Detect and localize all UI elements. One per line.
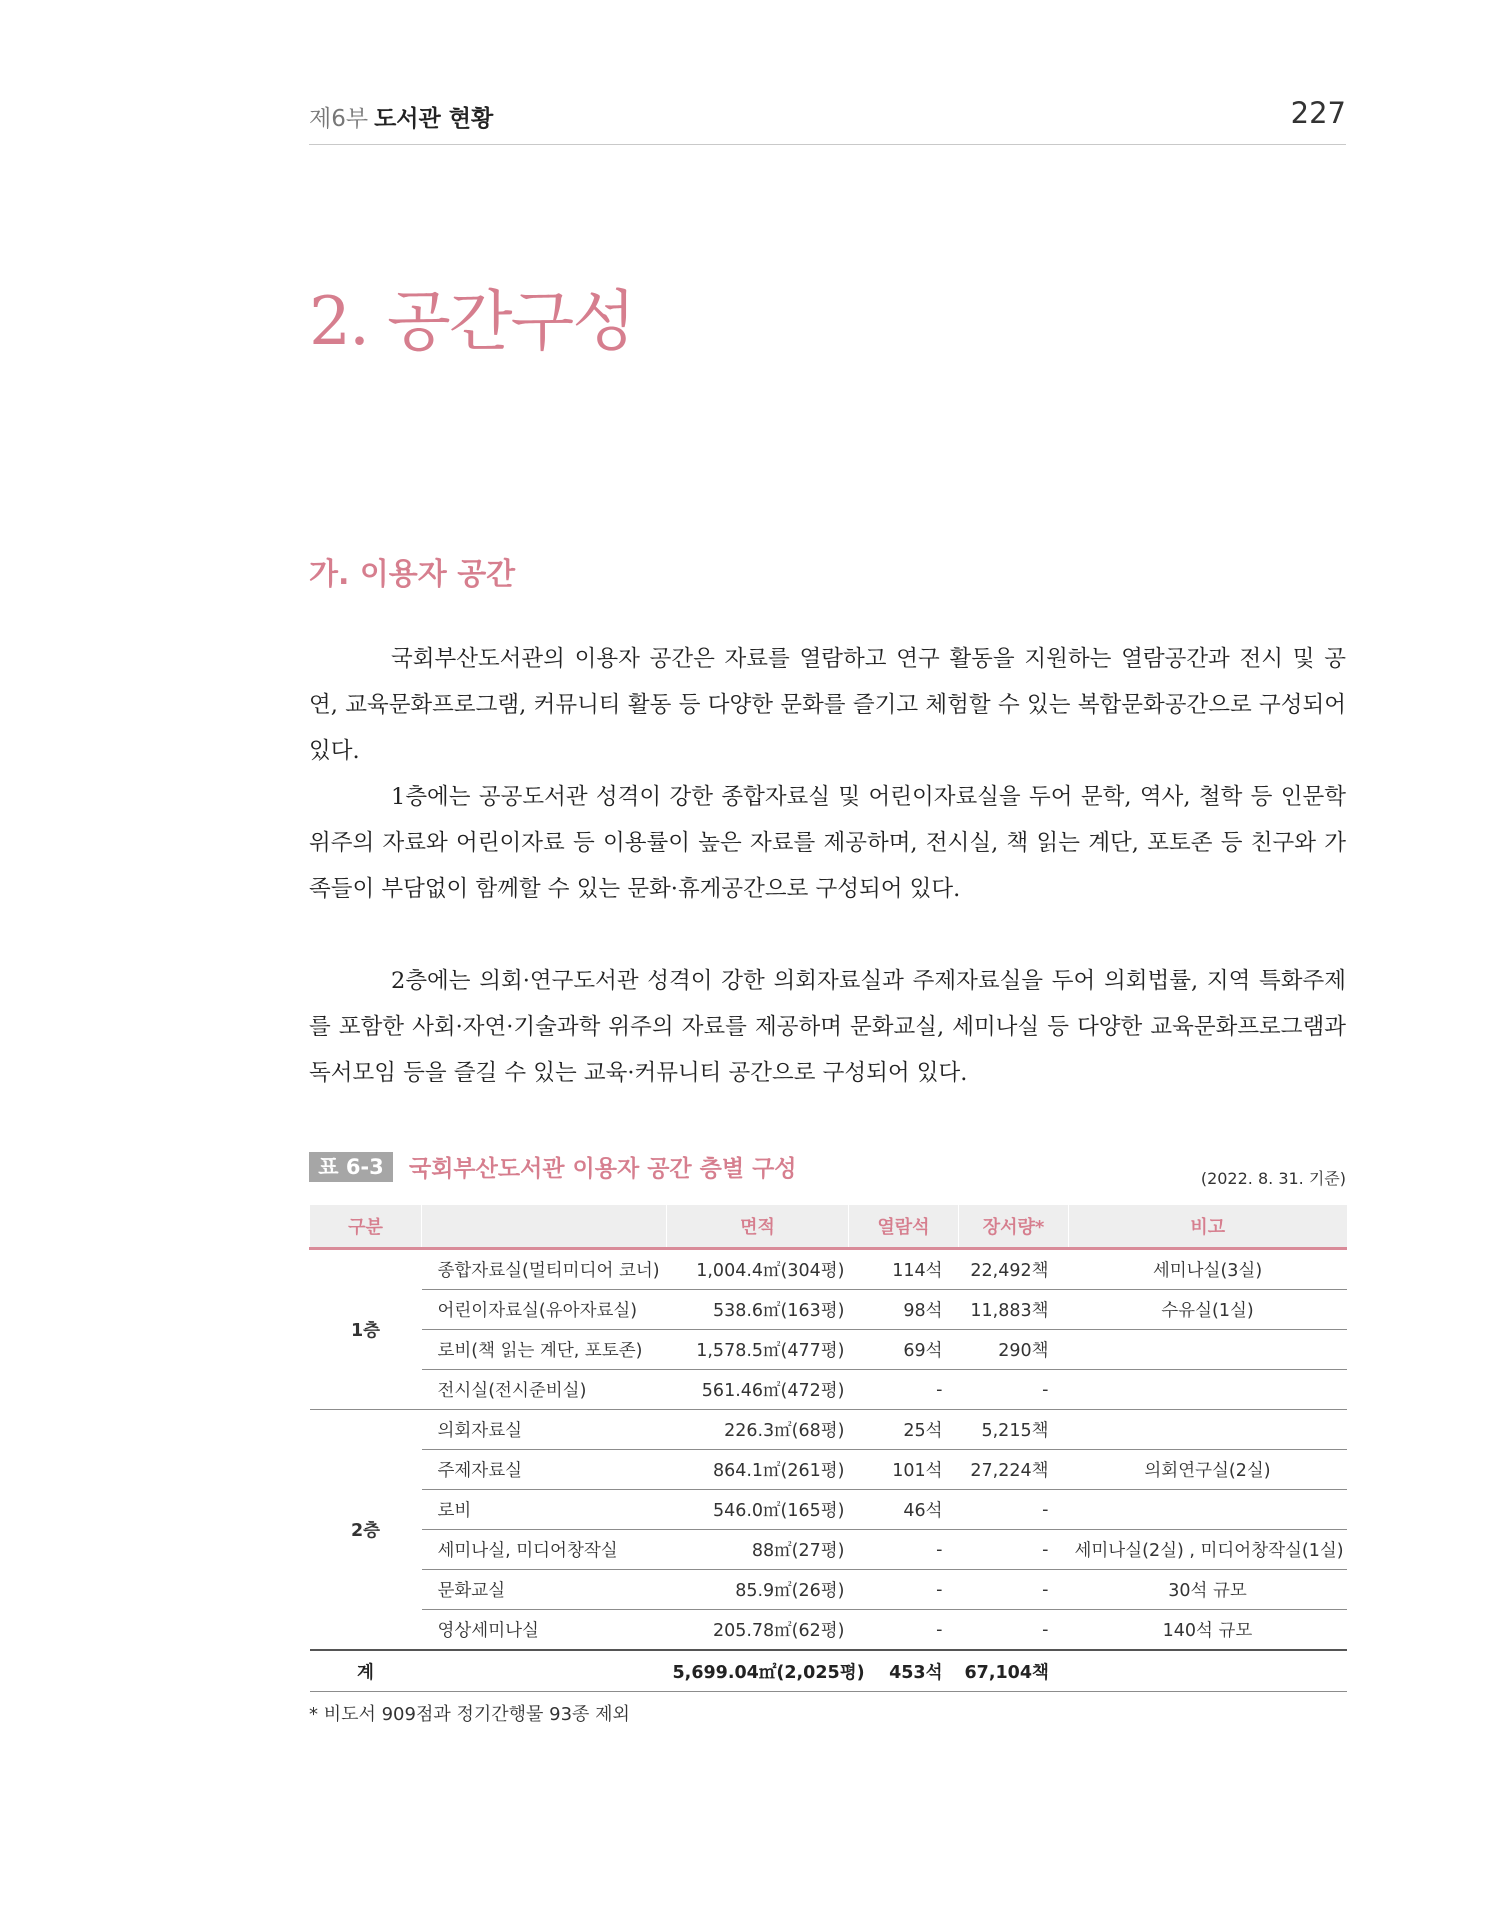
room-seats: 69석 [849, 1330, 959, 1370]
chapter-title: 2. 공간구성 [309, 283, 634, 360]
room-note: 세미나실(3실) [1069, 1249, 1347, 1290]
table-footnote: * 비도서 909점과 정기간행물 93종 제외 [309, 1704, 630, 1725]
room-seats: - [849, 1570, 959, 1610]
room-area: 546.0㎡(165평) [667, 1490, 849, 1530]
total-seats: 453석 [849, 1650, 959, 1692]
room-name: 문화교실 [422, 1570, 667, 1610]
header-note: 비고 [1069, 1205, 1347, 1249]
total-row [310, 1650, 1347, 1692]
header-category: 구분 [310, 1205, 422, 1249]
header-seats: 열람석 [849, 1205, 959, 1249]
header-room [422, 1205, 667, 1249]
room-area: 864.1㎡(261평) [667, 1450, 849, 1490]
room-note: 30석 규모 [1069, 1570, 1347, 1610]
room-note: 세미나실(2실) , 미디어창작실(1실) [1069, 1530, 1347, 1570]
part-label [309, 100, 493, 133]
room-name: 영상세미나실 [422, 1610, 667, 1651]
room-name: 종합자료실(멀티미디어 코너) [422, 1249, 667, 1290]
page-header [309, 96, 1346, 145]
table-row [310, 1450, 1347, 1490]
table-row [310, 1530, 1347, 1570]
table-tag: 표 6-3 [309, 1152, 393, 1182]
room-name: 세미나실, 미디어창작실 [422, 1530, 667, 1570]
floor-label: 2층 [310, 1410, 422, 1651]
room-note [1069, 1330, 1347, 1370]
paragraph-3: 2층에는 의회·연구도서관 성격이 강한 의회자료실과 주제자료실을 두어 의회법률, 지역 특화주제를 포함한 사회·자연·기술과학 위주의 자료를 제공하며 문화교실, 세미나실 등 다양한 교육문화프로그램과 독서모임 등을 즐길 수 있는 교육·커뮤니티 공간으로 구성되어 있다. [309, 968, 1346, 1086]
room-name: 주제자료실 [422, 1450, 667, 1490]
room-area: 538.6㎡(163평) [667, 1290, 849, 1330]
room-note [1069, 1370, 1347, 1410]
table-date-note: (2022. 8. 31. 기준) [1200, 1169, 1346, 1188]
table-header-row [310, 1205, 1347, 1249]
room-books: - [959, 1570, 1069, 1610]
room-note: 140석 규모 [1069, 1610, 1347, 1651]
table-row [310, 1330, 1347, 1370]
header-books: 장서량* [959, 1205, 1069, 1249]
room-note: 수유실(1실) [1069, 1290, 1347, 1330]
room-seats: - [849, 1610, 959, 1651]
room-area: 226.3㎡(68평) [667, 1410, 849, 1450]
room-seats: - [849, 1530, 959, 1570]
room-name: 로비 [422, 1490, 667, 1530]
room-seats: 114석 [849, 1249, 959, 1290]
table-row [310, 1570, 1347, 1610]
room-seats: 101석 [849, 1450, 959, 1490]
room-books: 11,883책 [959, 1290, 1069, 1330]
total-note [1069, 1650, 1347, 1692]
section-title: 가. 이용자 공간 [309, 557, 516, 592]
room-note [1069, 1490, 1347, 1530]
table-row [310, 1290, 1347, 1330]
total-label: 계 [310, 1650, 422, 1692]
room-area: 205.78㎡(62평) [667, 1610, 849, 1651]
room-note: 의회연구실(2실) [1069, 1450, 1347, 1490]
room-books: 27,224책 [959, 1450, 1069, 1490]
room-area: 561.46㎡(472평) [667, 1370, 849, 1410]
table-row [310, 1249, 1347, 1290]
room-books: - [959, 1490, 1069, 1530]
room-seats: 46석 [849, 1490, 959, 1530]
room-books: - [959, 1530, 1069, 1570]
table-row [310, 1410, 1347, 1450]
room-name: 전시실(전시준비실) [422, 1370, 667, 1410]
space-table [309, 1205, 1347, 1692]
room-seats: - [849, 1370, 959, 1410]
room-area: 1,004.4㎡(304평) [667, 1249, 849, 1290]
table-row [310, 1490, 1347, 1530]
table-title: 국회부산도서관 이용자 공간 층별 구성 [409, 1156, 797, 1182]
room-area: 88㎡(27평) [667, 1530, 849, 1570]
room-books: - [959, 1610, 1069, 1651]
total-area: 5,699.04㎡(2,025평) [667, 1650, 849, 1692]
floor-label: 1층 [310, 1249, 422, 1410]
room-name: 의회자료실 [422, 1410, 667, 1450]
room-name: 로비(책 읽는 계단, 포토존) [422, 1330, 667, 1370]
table-row [310, 1610, 1347, 1651]
room-books: - [959, 1370, 1069, 1410]
paragraph-2: 1층에는 공공도서관 성격이 강한 종합자료실 및 어린이자료실을 두어 문학, 역사, 철학 등 인문학 위주의 자료와 어린이자료 등 이용률이 높은 자료를 제공하며, 전시실, 책 읽는 계단, 포토존 등 친구와 가족들이 부담없이 함께할 수 있는 문화·휴게공간으로 구성되어 있다. [309, 784, 1346, 902]
part-number: 제6부 [309, 106, 369, 132]
room-seats: 25석 [849, 1410, 959, 1450]
room-books: 5,215책 [959, 1410, 1069, 1450]
table-caption [309, 1152, 1346, 1188]
header-area: 면적 [667, 1205, 849, 1249]
room-area: 1,578.5㎡(477평) [667, 1330, 849, 1370]
page-number: 227 [1290, 96, 1346, 130]
room-books: 290책 [959, 1330, 1069, 1370]
total-books: 67,104책 [959, 1650, 1069, 1692]
table-row [310, 1370, 1347, 1410]
paragraph-1: 국회부산도서관의 이용자 공간은 자료를 열람하고 연구 활동을 지원하는 열람공간과 전시 및 공연, 교육문화프로그램, 커뮤니티 활동 등 다양한 문화를 즐기고 체험할 수 있는 복합문화공간으로 구성되어 있다. [309, 646, 1346, 764]
total-room [422, 1650, 667, 1692]
room-seats: 98석 [849, 1290, 959, 1330]
room-name: 어린이자료실(유아자료실) [422, 1290, 667, 1330]
room-area: 85.9㎡(26평) [667, 1570, 849, 1610]
room-note [1069, 1410, 1347, 1450]
part-title: 도서관 현황 [374, 106, 494, 132]
room-books: 22,492책 [959, 1249, 1069, 1290]
